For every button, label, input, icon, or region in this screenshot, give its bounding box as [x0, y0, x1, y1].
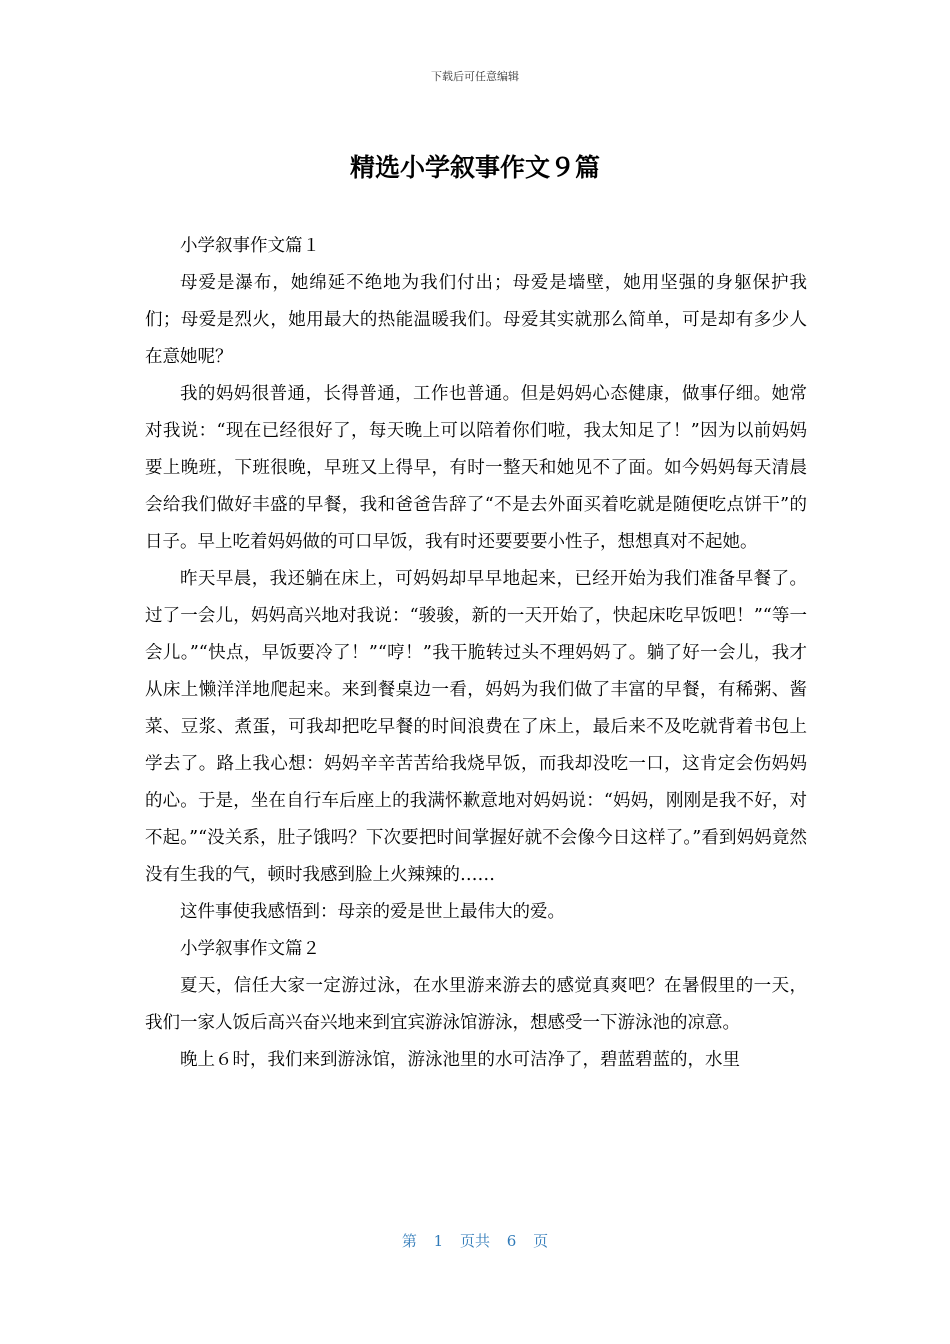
section-heading-2: 小学叙事作文篇２ [180, 939, 320, 959]
paragraph: 这件事使我感悟到：母亲的爱是世上最伟大的爱。 [180, 902, 565, 922]
page-number-footer: 第 1 页共 6 页 [401, 1232, 549, 1250]
paragraph: 昨天早晨，我还躺在床上，可妈妈却早早地起来，已经开始为我们准备早餐了。过了一会儿，妈妈高兴地对我说：“骏骏，新的一天开始了，快起床吃早饭吧！”“等一会儿。”“快点，早饭要冷了！”“哼！”我干脆转过头不理妈妈了。躺了好一会儿，我才从床上懒洋洋地爬起来。来到餐桌边一看，妈妈为我们做了丰富的早餐，有稀粥、酱菜、豆浆、煮蛋，可我却把吃早餐的时间浪费在了床上，最后来不及吃就背着书包上学去了。路上我心想：妈妈辛辛苦苦给我烧早饭，而我却没吃一口，这肯定会伤妈妈的心。于是，坐在自行车后座上的我满怀歉意地对妈妈说：“妈妈，刚刚是我不好，对不起。”“没关系，肚子饿吗？下次要把时间掌握好就不会像今日这样了。”看到妈妈竟然没有生我的气，顿时我感到脸上火辣辣的…… [145, 569, 807, 885]
section-heading-1: 小学叙事作文篇１ [180, 236, 320, 256]
document-body [145, 228, 807, 1079]
paragraph: 夏天，信任大家一定游过泳，在水里游来游去的感觉真爽吧？在暑假里的一天，我们一家人饭后高兴奋兴地来到宜宾游泳馆游泳，想感受一下游泳池的凉意。 [145, 976, 807, 1033]
paragraph: 母爱是瀑布，她绵延不绝地为我们付出；母爱是墙壁，她用坚强的身躯保护我们；母爱是烈火，她用最大的热能温暖我们。母爱其实就那么简单，可是却有多少人在意她呢？ [145, 273, 807, 367]
paragraph: 我的妈妈很普通，长得普通，工作也普通。但是妈妈心态健康，做事仔细。她常对我说：“现在已经很好了，每天晚上可以陪着你们啦，我太知足了！”因为以前妈妈要上晚班，下班很晚，早班又上得早，有时一整天和她见不了面。如今妈妈每天清晨会给我们做好丰盛的早餐，我和爸爸告辞了“不是去外面买着吃就是随便吃点饼干”的日子。早上吃着妈妈做的可口早饭，我有时还要要要小性子，想想真对不起她。 [145, 384, 807, 552]
document-title: 精选小学叙事作文９篇 [349, 153, 600, 182]
header-note: 下载后可任意编辑 [431, 70, 519, 83]
paragraph: 晚上６时，我们来到游泳馆，游泳池里的水可洁净了，碧蓝碧蓝的，水里 [180, 1050, 740, 1070]
